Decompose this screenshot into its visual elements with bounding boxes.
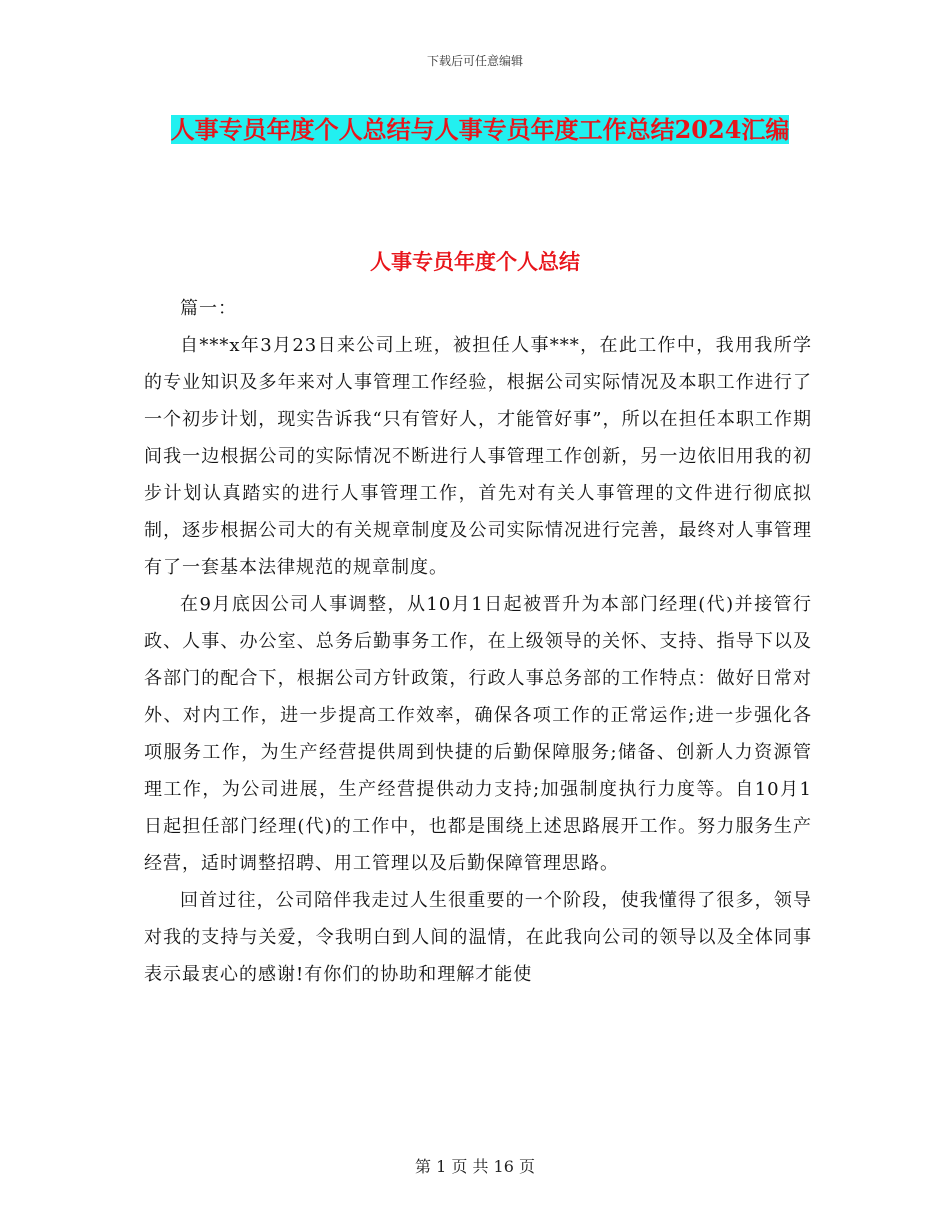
document-title-text: 人事专员年度个人总结与人事专员年度工作总结2024汇编 (170, 115, 790, 144)
page-number-footer: 第 1 页 共 16 页 (415, 1157, 535, 1176)
paragraph: 在9月底因公司人事调整，从10月1日起被晋升为本部门经理(代)并接管行政、人事、办公室、总务后勤事务工作，在上级领导的关怀、支持、指导下以及各部门的配合下，根据公司方针政策，行政人事总务部的工作特点：做好日常对外、对内工作，进一步提高工作效率，确保各项工作的正常运作;进一步强化各项服务工作，为生产经营提供周到快捷的后勤保障服务;储备、创新人力资源管理工作，为公司进展，生产经营提供动力支持;加强制度执行力度等。自10月1日起担任部门经理(代)的工作中，也都是围绕上述思路展开工作。努力服务生产经营，适时调整招聘、用工管理以及后勤保障管理思路。 (144, 594, 812, 874)
document-title (140, 108, 820, 152)
paragraph: 回首过往，公司陪伴我走过人生很重要的一个阶段，使我懂得了很多，领导对我的支持与关爱，令我明白到人间的温情，在此我向公司的领导以及全体同事表示最衷心的感谢!有你们的协助和理解才能使 (144, 890, 812, 985)
document-body (144, 290, 812, 993)
paragraph-label: 篇一： (180, 298, 237, 319)
section-title: 人事专员年度个人总结 (370, 249, 580, 274)
header-note: 下载后可任意编辑 (426, 54, 523, 68)
paragraph: 自***x年3月23日来公司上班，被担任人事***，在此工作中，我用我所学的专业知识及多年来对人事管理工作经验，根据公司实际情况及本职工作进行了一个初步计划，现实告诉我“只有管好人，才能管好事”，所以在担任本职工作期间我一边根据公司的实际情况不断进行人事管理工作创新，另一边依旧用我的初步计划认真踏实的进行人事管理工作，首先对有关人事管理的文件进行彻底拟制，逐步根据公司大的有关规章制度及公司实际情况进行完善，最终对人事管理有了一套基本法律规范的规章制度。 (144, 335, 812, 578)
